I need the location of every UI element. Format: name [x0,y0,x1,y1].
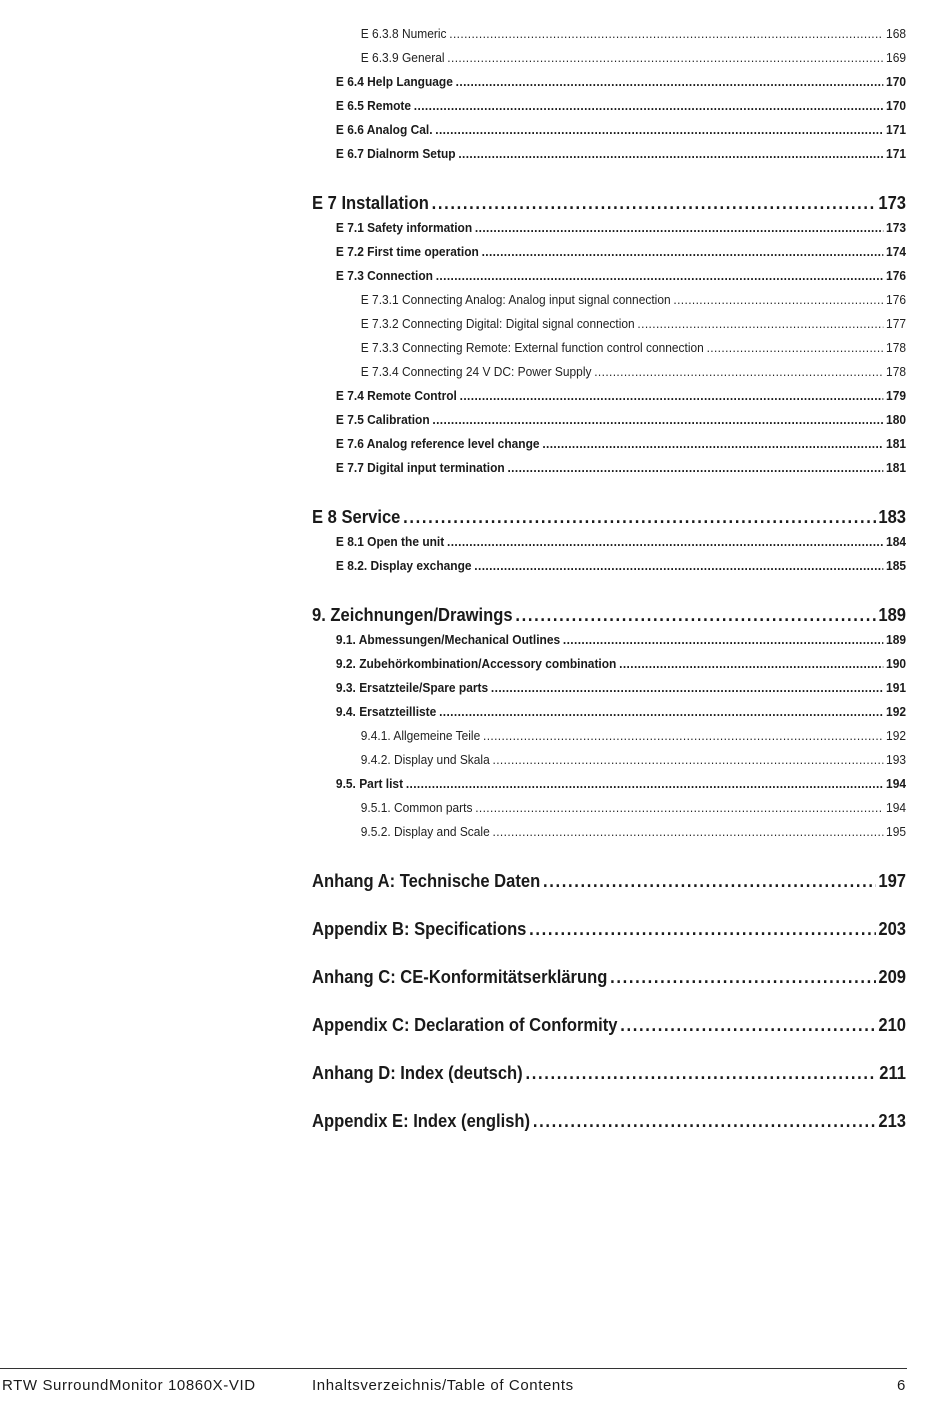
toc-entry-title: E 6.4 Help Language [335,74,453,89]
toc-entry-title: E 6.5 Remote [335,98,412,113]
toc-dot-leader [447,46,883,70]
toc-spacer [312,1038,906,1061]
toc-dot-leader [619,652,883,676]
toc-page-number: 184 [886,534,907,549]
toc-entry-title: E 8 Service [312,507,401,527]
toc-page-number: 192 [886,704,907,719]
toc-entry-level-1[interactable] [312,917,906,942]
toc-entry-level-2[interactable] [312,530,906,554]
toc-spacer [312,578,906,603]
toc-entry-title: E 8.1 Open the unit [335,534,445,549]
toc-page-number: 181 [886,436,907,451]
toc-entry-level-2[interactable] [312,118,906,142]
toc-dot-leader [482,240,884,264]
toc-dot-leader [515,603,875,628]
toc-entry-level-2[interactable] [312,216,906,240]
toc-entry-level-2[interactable] [312,94,906,118]
toc-entry-level-1[interactable] [312,603,906,628]
toc-page-number: 209 [878,967,907,987]
toc-entry-level-3[interactable] [312,22,906,46]
toc-dot-leader [637,312,883,336]
toc-page-number: 179 [886,388,907,403]
toc-page-number: 168 [886,26,907,41]
toc-page-number: 177 [886,316,907,331]
toc-page-number: 185 [886,558,907,573]
toc-page-number: 211 [879,1063,907,1083]
toc-entry-level-1[interactable] [312,965,906,990]
footer-page-number: 6 [897,1377,906,1394]
toc-dot-leader [460,384,884,408]
toc-page-number: 193 [886,752,907,767]
toc-entry-level-2[interactable] [312,772,906,796]
toc-dot-leader [563,628,883,652]
toc-entry-title: Anhang D: Index (deutsch) [312,1063,523,1083]
toc-entry-title: Appendix C: Declaration of Conformity [312,1015,618,1035]
toc-entry-level-1[interactable] [312,505,906,530]
toc-dot-leader [439,700,883,724]
table-of-contents [312,22,906,1134]
toc-dot-leader [458,142,883,166]
toc-page-number: 210 [878,1015,907,1035]
toc-dot-leader [529,917,875,942]
toc-page-number: 195 [886,824,907,839]
toc-page-number: 171 [886,122,907,137]
toc-dot-leader [533,1109,876,1134]
toc-entry-title: Appendix B: Specifications [312,919,527,939]
toc-page-number: 192 [886,728,907,743]
toc-dot-leader [432,408,883,432]
toc-entry-title: E 8.2. Display exchange [335,558,472,573]
toc-entry-level-3[interactable] [312,748,906,772]
toc-dot-leader [483,724,883,748]
toc-page-number: 180 [886,412,907,427]
toc-entry-level-3[interactable] [312,360,906,384]
toc-entry-title: E 7.1 Safety information [335,220,473,235]
toc-spacer [312,942,906,965]
toc-entry-title: Anhang A: Technische Daten [312,871,541,891]
toc-entry-title: 9.5.1. Common parts [360,800,473,815]
toc-page-number: 176 [886,268,907,283]
toc-entry-title: Appendix E: Index (english) [312,1111,531,1131]
toc-dot-leader [406,772,883,796]
toc-page-number: 173 [878,193,907,213]
toc-entry-level-1[interactable] [312,1013,906,1038]
toc-entry-title: E 6.7 Dialnorm Setup [335,146,456,161]
toc-entry-title: 9. Zeichnungen/Drawings [312,605,513,625]
toc-page-number: 194 [886,776,907,791]
toc-spacer [312,844,906,869]
toc-entry-title: E 6.3.9 General [360,50,445,65]
toc-page-number: 189 [886,632,907,647]
toc-entry-level-3[interactable] [312,820,906,844]
toc-entry-title: E 7 Installation [312,193,429,213]
toc-page-number: 190 [886,656,907,671]
toc-entry-level-3[interactable] [312,796,906,820]
toc-entry-level-2[interactable] [312,628,906,652]
toc-dot-leader [449,22,883,46]
toc-entry-level-2[interactable] [312,240,906,264]
toc-entry-title: 9.1. Abmessungen/Mechanical Outlines [335,632,561,647]
toc-entry-title: 9.5.2. Display and Scale [360,824,490,839]
toc-entry-level-1[interactable] [312,1061,906,1086]
toc-entry-level-2[interactable] [312,264,906,288]
toc-entry-level-3[interactable] [312,724,906,748]
toc-spacer [312,166,906,191]
toc-entry-title: E 7.3.3 Connecting Remote: External function control connection [360,340,704,355]
toc-entry-title: E 7.2 First time operation [335,244,479,259]
toc-dot-leader [507,456,883,480]
toc-dot-leader [610,965,876,990]
toc-entry-title: 9.4. Ersatzteilliste [335,704,437,719]
toc-entry-level-2[interactable] [312,456,906,480]
toc-entry-title: E 7.3.1 Connecting Analog: Analog input signal connection [360,292,671,307]
toc-entry-level-2[interactable] [312,384,906,408]
toc-dot-leader [475,796,883,820]
toc-entry-level-3[interactable] [312,46,906,70]
toc-page-number: 178 [886,340,907,355]
toc-entry-title: 9.4.1. Allgemeine Teile [360,728,481,743]
toc-entry-level-2[interactable] [312,700,906,724]
toc-entry-level-3[interactable] [312,312,906,336]
toc-dot-leader [474,554,883,578]
toc-entry-title: Anhang C: CE-Konformitätserklärung [312,967,608,987]
toc-entry-title: E 7.4 Remote Control [335,388,457,403]
toc-page-number: 170 [886,74,907,89]
toc-entry-level-3[interactable] [312,336,906,360]
toc-dot-leader [542,432,883,456]
toc-dot-leader [414,94,883,118]
toc-entry-title: 9.2. Zubehörkombination/Accessory combination [335,656,617,671]
toc-entry-level-2[interactable] [312,652,906,676]
toc-dot-leader [620,1013,875,1038]
toc-entry-title: E 7.3.2 Connecting Digital: Digital signal connection [360,316,635,331]
toc-entry-level-3[interactable] [312,288,906,312]
toc-entry-level-1[interactable] [312,191,906,216]
footer-divider [0,1368,907,1369]
toc-spacer [312,480,906,505]
toc-page-number: 170 [886,98,907,113]
toc-entry-title: E 7.7 Digital input termination [335,460,505,475]
toc-entry-title: 9.3. Ersatzteile/Spare parts [335,680,489,695]
toc-page-number: 173 [886,220,907,235]
toc-page-number: 174 [886,244,907,259]
toc-spacer [312,894,906,917]
toc-page-number: 169 [886,50,907,65]
toc-dot-leader [673,288,883,312]
toc-page-number: 178 [886,364,907,379]
toc-entry-title: E 7.3.4 Connecting 24 V DC: Power Supply [360,364,592,379]
toc-dot-leader [525,1061,876,1086]
toc-page-number: 183 [878,507,907,527]
toc-spacer [312,1086,906,1109]
footer-section-title: Inhaltsverzeichnis/Table of Contents [312,1377,574,1394]
toc-dot-leader [493,820,884,844]
toc-page-number: 189 [878,605,907,625]
toc-entry-title: E 7.6 Analog reference level change [335,436,540,451]
toc-page-number: 176 [886,292,907,307]
toc-dot-leader [707,336,884,360]
toc-entry-title: E 7.3 Connection [335,268,433,283]
toc-entry-title: 9.4.2. Display und Skala [360,752,490,767]
toc-page-number: 197 [878,871,907,891]
toc-dot-leader [493,748,884,772]
toc-page-number: 181 [886,460,907,475]
toc-page-number: 171 [886,146,907,161]
toc-page-number: 194 [886,800,907,815]
toc-entry-level-2[interactable] [312,70,906,94]
toc-entry-level-2[interactable] [312,142,906,166]
toc-entry-level-2[interactable] [312,408,906,432]
toc-page-number: 203 [878,919,907,939]
toc-entry-title: E 6.6 Analog Cal. [335,122,433,137]
toc-page-number: 191 [886,680,907,695]
toc-dot-leader [435,118,883,142]
toc-entry-level-1[interactable] [312,869,906,894]
toc-dot-leader [491,676,883,700]
toc-entry-level-2[interactable] [312,554,906,578]
toc-dot-leader [594,360,883,384]
toc-dot-leader [432,191,876,216]
toc-dot-leader [447,530,883,554]
toc-dot-leader [403,505,875,530]
toc-dot-leader [543,869,876,894]
toc-dot-leader [456,70,884,94]
toc-dot-leader [475,216,883,240]
toc-entry-title: E 7.5 Calibration [335,412,430,427]
toc-entry-level-2[interactable] [312,676,906,700]
toc-entry-level-1[interactable] [312,1109,906,1134]
toc-entry-level-2[interactable] [312,432,906,456]
toc-page-number: 213 [878,1111,907,1131]
toc-entry-title: 9.5. Part list [335,776,404,791]
toc-spacer [312,990,906,1013]
toc-entry-title: E 6.3.8 Numeric [360,26,447,41]
toc-dot-leader [436,264,884,288]
footer-product-name: RTW SurroundMonitor 10860X-VID [2,1377,256,1394]
